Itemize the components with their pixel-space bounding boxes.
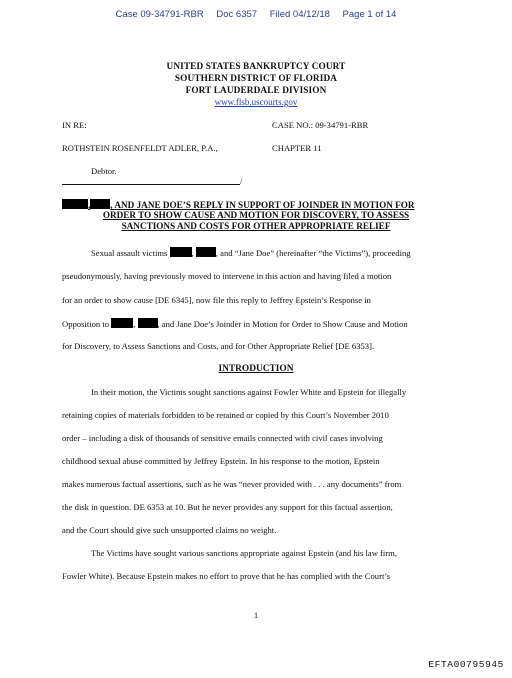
para2-line1: In their motion, the Victims sought sanctions against Fowler White and Epstein for illegally — [91, 387, 407, 397]
chapter: CHAPTER 11 — [272, 143, 322, 153]
para1-line5: for Discovery, to Assess Sanctions and Costs, and for Other Appropriate Relief [DE 6353]. — [62, 341, 375, 351]
para1-line4: Opposition to , , and Jane Doe’s Joinder in Motion for Order to Show Cause and Motion — [62, 319, 408, 329]
redaction-box — [90, 199, 110, 209]
para1-line3: for an order to show cause [DE 6345], now file this reply to Jeffrey Epstein’s Response in — [62, 295, 371, 305]
case-no: CASE NO.: 09-34791-RBR — [272, 120, 369, 130]
court-url-link[interactable]: www.flsb.uscourts.gov — [214, 97, 298, 107]
para3-line1: The Victims have sought various sanctions appropriate against Epstein (and his law firm, — [91, 548, 398, 558]
court-division: FORT LAUDERDALE DIVISION — [185, 86, 327, 96]
in-re-label: IN RE: — [62, 120, 87, 130]
para3-line2: Fowler White). Because Epstein makes no effort to prove that he has complied with the Court’s — [62, 571, 391, 581]
redaction-box — [170, 247, 192, 257]
caption-rule — [62, 184, 240, 185]
court-district: SOUTHERN DISTRICT OF FLORIDA — [174, 74, 338, 84]
debtor-label: Debtor. — [91, 166, 117, 176]
para2-line2: retaining copies of materials forbidden to be retained or copied by this Court’s November 2010 — [62, 410, 389, 420]
title-line-3: SANCTIONS AND COSTS FOR OTHER APPROPRIATE RELIEF — [121, 221, 391, 231]
caption-slash: / — [240, 176, 243, 186]
para2-line7: and the Court should give such unsupported claims no weight. — [62, 525, 277, 535]
title-line-1: , , AND JANE DOE’S REPLY IN SUPPORT OF JOINDER IN MOTION FOR — [62, 199, 415, 210]
page-count: Page 1 of 14 — [342, 9, 397, 20]
para2-line6: the disk in question. DE 6353 at 10. But he never provides any support for this factual assertion, — [62, 502, 393, 512]
ecf-header — [0, 9, 512, 20]
redaction-box — [196, 247, 216, 257]
filed-date: Filed 04/12/18 — [269, 9, 330, 20]
redaction-box — [62, 199, 88, 209]
para2-line4: childhood sexual abuse committed by Jeffrey Epstein. In his response to the motion, Epstein — [62, 456, 380, 466]
party-name: ROTHSTEIN ROSENFELDT ADLER, P.A., — [62, 143, 218, 153]
redaction-box — [111, 318, 133, 328]
para2-line5: makes numerous factual assertions, such as he was “never provided with . . . any documents” from — [62, 479, 402, 489]
case-number: Case 09-34791-RBR — [115, 9, 204, 20]
page-number: 1 — [253, 610, 259, 620]
para1-line2: pseudonymously, having previously moved to intervene in this action and having filed a motion — [62, 271, 392, 281]
section-heading: INTRODUCTION — [218, 364, 294, 374]
doc-number: Doc 6357 — [216, 9, 258, 20]
court-name: UNITED STATES BANKRUPTCY COURT — [166, 62, 346, 72]
redaction-box — [138, 318, 158, 328]
title-line-2: ORDER TO SHOW CAUSE AND MOTION FOR DISCOVERY, TO ASSESS — [102, 210, 410, 220]
para2-line3: order – including a disk of thousands of sensitive emails connected with civil cases involving — [62, 433, 383, 443]
bates-number: EFTA00795945 — [428, 659, 504, 670]
para1-line1: Sexual assault victims , , and “Jane Doe” (hereinafter “the Victims”), proceeding — [91, 248, 411, 258]
